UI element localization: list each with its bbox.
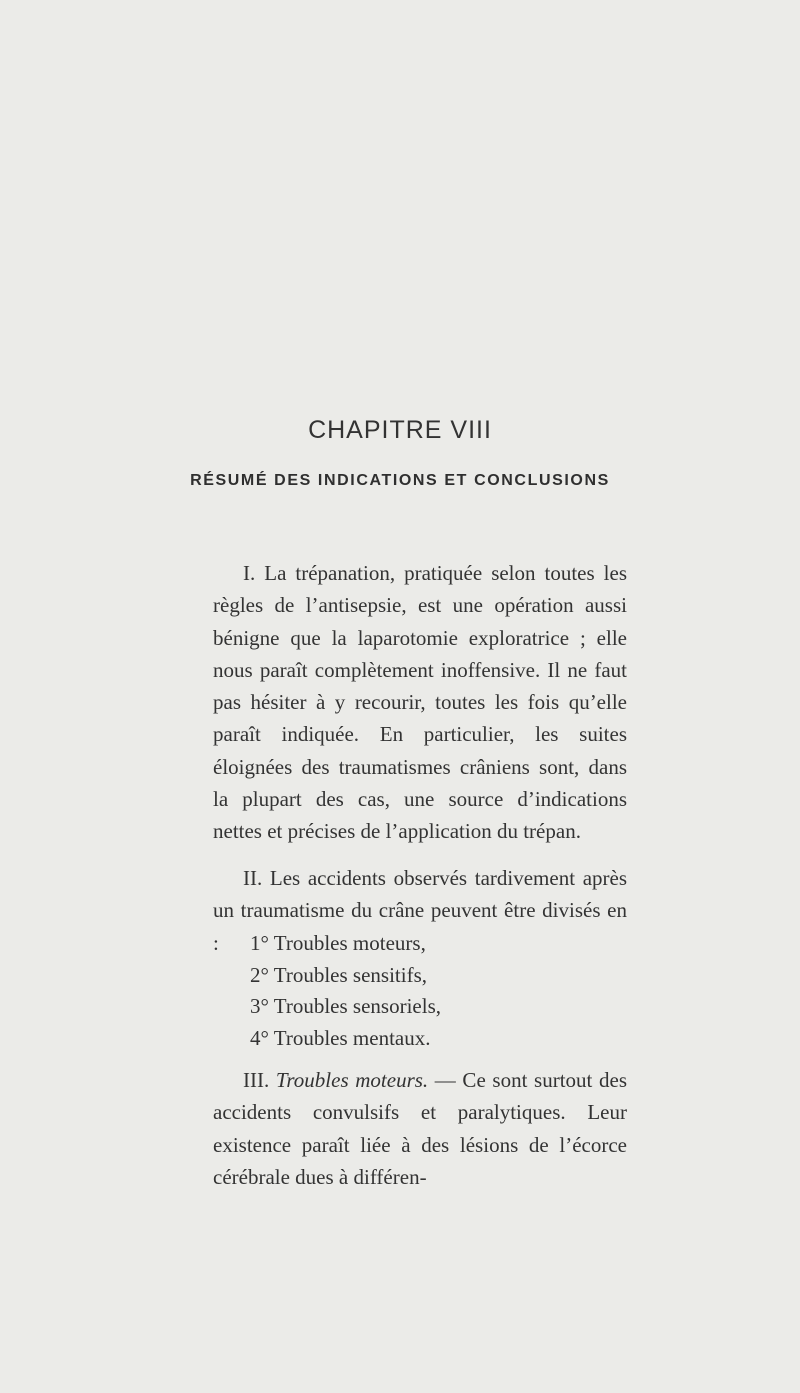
paragraph-1: I. La trépanation, pratiquée selon toutes les règles de l’antisepsie, est une opération aussi bénigne que la laparotomie exploratrice ; elle nous paraît complètement inoffensive. Il ne faut pas hésiter à y recourir, toutes les fois qu’elle paraît indiquée. En particulier, les suites éloignées des traumatismes crâniens sont, dans la plupart des cas, une source d’indications nettes et précises de l’application du trépan.	[213, 561, 627, 844]
list-item: 3° Troubles sensoriels,	[250, 994, 441, 1018]
chapter-title: CHAPITRE VIII	[308, 416, 492, 444]
paragraph-2: II. Les accidents observés tardivement après un traumatisme du crâne peuvent être divisés en :	[213, 866, 627, 955]
paragraph-3	[213, 1064, 627, 1193]
paragraph-3-italic-heading: Troubles moteurs.	[275, 1068, 429, 1092]
paragraph-3-text: — Ce sont surtout des accidents convulsifs et paralytiques. Leur existence paraît liée à des lésions de l’écorce cérébrale dues à différen-	[213, 1068, 627, 1189]
paragraph-3-prefix: III.	[243, 1068, 276, 1092]
list-item: 2° Troubles sensitifs,	[250, 962, 428, 987]
list-item: 4° Troubles mentaux.	[250, 1025, 431, 1050]
list-item: 1° Troubles moteurs,	[250, 931, 426, 955]
section-title: RÉSUMÉ DES INDICATIONS ET CONCLUSIONS	[190, 472, 610, 489]
troubles-list	[250, 928, 441, 1054]
